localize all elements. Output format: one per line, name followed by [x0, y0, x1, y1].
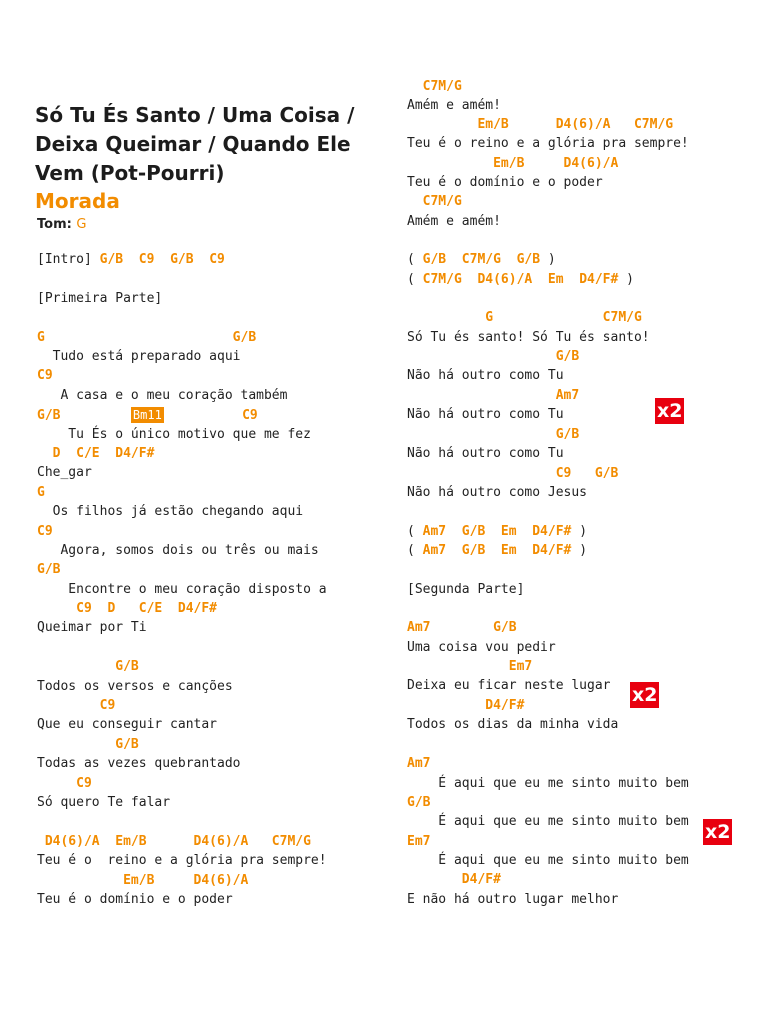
chord-line — [37, 735, 139, 755]
chord-name[interactable]: G — [37, 485, 45, 500]
lyric-line — [407, 890, 618, 910]
lyric-text: É aqui que eu me sinto muito bem — [407, 776, 689, 791]
chord-line — [37, 444, 154, 464]
key-value[interactable]: G — [76, 217, 87, 232]
chord-line — [407, 154, 618, 174]
chord-name[interactable]: G/B — [37, 659, 139, 674]
chord-line — [407, 308, 642, 328]
lyric-line — [37, 580, 327, 600]
lyric-line — [407, 851, 689, 871]
chord-name[interactable]: G/B — [407, 349, 580, 364]
chord-name[interactable]: C7M/G D4(6)/A Em D4/F# — [422, 272, 619, 287]
lyric-text: Queimar por Ti — [37, 620, 147, 635]
lyric-text: [Intro] — [37, 252, 100, 267]
chord-name[interactable]: G/B — [37, 562, 61, 577]
chord-name[interactable]: C9 — [37, 776, 92, 791]
chord-line — [407, 464, 618, 484]
lyric-line — [407, 483, 587, 503]
chord-name[interactable]: C7M/G — [407, 79, 462, 94]
lyric-line — [37, 618, 147, 638]
chord-line — [37, 696, 115, 716]
lyric-line — [407, 173, 603, 193]
chord-line — [37, 657, 139, 677]
lyric-text: Teu é o domínio e o poder — [37, 892, 233, 907]
lyric-text: Só Tu és santo! Só Tu és santo! — [407, 330, 650, 345]
lyric-line — [37, 793, 170, 813]
lyric-line — [37, 890, 233, 910]
lyric-text: Uma coisa vou pedir — [407, 640, 556, 655]
lyric-text: Encontre o meu coração disposto a — [37, 582, 327, 597]
artist-name[interactable]: Morada — [35, 189, 120, 213]
chord-name[interactable]: D4/F# — [407, 872, 501, 887]
chord-line — [37, 560, 60, 580]
chord-name[interactable]: Am7 G/B Em D4/F# — [422, 543, 572, 558]
lyric-line — [407, 405, 564, 425]
lyric-text: Amém e amém! — [407, 98, 501, 113]
chord-name[interactable]: D4(6)/A Em/B D4(6)/A C7M/G — [37, 834, 311, 849]
chord-line — [407, 115, 673, 135]
lyric-text: Teu é o reino e a glória pra sempre! — [407, 136, 689, 151]
paren: ) — [571, 524, 588, 539]
lyric-line — [37, 347, 241, 367]
chord-line — [407, 425, 579, 445]
lyric-text: Não há outro como Jesus — [407, 485, 588, 500]
lyric-line — [37, 386, 287, 406]
lyric-line — [407, 366, 564, 386]
lyric-line — [407, 134, 689, 154]
chord-name: G/B — [37, 408, 131, 423]
chord-line — [407, 386, 579, 406]
chord-name[interactable]: C9 G/B — [407, 466, 619, 481]
chord-line — [407, 696, 524, 716]
lyric-text: Que eu conseguir cantar — [37, 717, 218, 732]
lyric-text: Tudo está preparado aqui — [37, 349, 241, 364]
lyric-line — [37, 541, 319, 561]
lyric-text: [Segunda Parte] — [407, 582, 525, 597]
paren: ) — [540, 252, 556, 267]
chord-line — [407, 347, 579, 367]
song-key — [37, 217, 86, 232]
paren: ( — [407, 543, 423, 558]
lyric-line — [407, 638, 556, 658]
chord-line — [37, 522, 53, 542]
chord-line — [407, 870, 501, 890]
chord-name[interactable]: Em/B D4(6)/A C7M/G — [407, 117, 674, 132]
chord-line — [407, 832, 430, 852]
chord-line — [407, 541, 587, 561]
chord-name[interactable]: Am7 — [407, 388, 580, 403]
key-label: Tom: — [37, 217, 72, 232]
chord-name[interactable]: Em/B D4(6)/A — [37, 873, 249, 888]
lyric-text: Amém e amém! — [407, 214, 501, 229]
highlighted-chord[interactable]: Bm11 — [132, 408, 162, 422]
lyric-line — [407, 580, 524, 600]
lyric-line — [407, 774, 689, 794]
chord-name[interactable]: G G/B — [37, 330, 257, 345]
chord-line — [37, 405, 258, 425]
paren: ) — [618, 272, 634, 287]
paren: ( — [407, 272, 423, 287]
lyric-line — [37, 715, 217, 735]
lyric-text: Teu é o reino e a glória pra sempre! — [37, 853, 327, 868]
chord-name[interactable]: D4/F# — [407, 698, 525, 713]
lyric-text: A casa e o meu coração também — [37, 388, 288, 403]
lyric-line — [407, 328, 650, 348]
chord-name[interactable]: G/B C7M/G G/B — [422, 252, 541, 267]
chord-line — [37, 483, 45, 503]
chord-line — [407, 657, 532, 677]
lyric-text: Tu És o único motivo que me fez — [37, 427, 311, 442]
lyric-text: Teu é o domínio e o poder — [407, 175, 603, 190]
chord-line — [407, 618, 517, 638]
chord-name[interactable]: Em7 — [407, 834, 431, 849]
chord-name[interactable]: Am7 G/B — [407, 620, 517, 635]
lyric-line — [407, 96, 501, 116]
lyric-line — [37, 289, 162, 309]
lyric-text: E não há outro lugar melhor — [407, 892, 619, 907]
chord-name[interactable]: G/B C9 G/B C9 — [99, 252, 225, 267]
lyric-line — [407, 212, 501, 232]
lyric-text: É aqui que eu me sinto muito bem — [407, 814, 689, 829]
chord-name[interactable]: Em/B D4(6)/A — [407, 156, 619, 171]
repeat-badge: x2 — [657, 400, 683, 422]
chord-line — [37, 832, 311, 852]
chord-name[interactable]: C9 — [37, 524, 53, 539]
paren: ( — [407, 252, 423, 267]
lyric-line — [37, 502, 303, 522]
chord-name[interactable]: G/B — [407, 795, 431, 810]
lyric-text: [Primeira Parte] — [37, 291, 163, 306]
chord-name[interactable]: Am7 G/B Em D4/F# — [422, 524, 572, 539]
chord-name[interactable]: G C7M/G — [407, 310, 642, 325]
chord-line — [407, 250, 556, 270]
lyric-text: Todos os versos e canções — [37, 679, 233, 694]
lyric-line — [37, 425, 311, 445]
lyric-text: Os filhos já estão chegando aqui — [37, 504, 304, 519]
lyric-line — [407, 676, 611, 696]
lyric-line — [37, 677, 233, 697]
chord-name[interactable]: C9 — [37, 698, 116, 713]
chord-line — [37, 366, 53, 386]
lyric-text: Não há outro como Tu — [407, 407, 564, 422]
lyric-text: Todas as vezes quebrantado — [37, 756, 241, 771]
chord-line — [407, 793, 430, 813]
chord-line — [407, 754, 430, 774]
lyric-line — [37, 463, 92, 483]
chord-name[interactable]: Am7 — [407, 756, 431, 771]
chord-line — [37, 871, 248, 891]
chord-line — [37, 774, 92, 794]
lyric-text: Não há outro como Tu — [407, 446, 564, 461]
chord-name[interactable]: Em7 — [407, 659, 533, 674]
lyric-text: É aqui que eu me sinto muito bem — [407, 853, 689, 868]
lyric-text: Deixa eu ficar neste lugar — [407, 678, 611, 693]
lyric-text: Todos os dias da minha vida — [407, 717, 619, 732]
repeat-badge: x2 — [705, 821, 731, 843]
chord-line — [407, 77, 462, 97]
lyric-text: Só quero Te falar — [37, 795, 171, 810]
paren: ( — [407, 524, 423, 539]
chord-name[interactable]: C7M/G — [407, 194, 462, 209]
song-title: Só Tu És Santo / Uma Coisa / Deixa Queimar / Quando Ele Vem (Pot-Pourri) — [35, 103, 355, 185]
paren: ) — [571, 543, 588, 558]
lyric-line — [37, 851, 327, 871]
chord-line — [407, 270, 634, 290]
chord-line — [37, 328, 256, 348]
lyric-line — [37, 754, 241, 774]
lyric-line — [407, 812, 689, 832]
chord-name: C9 — [163, 408, 258, 423]
chord-line — [37, 599, 217, 619]
lyric-text: Agora, somos dois ou três ou mais — [37, 543, 319, 558]
lyric-line — [37, 250, 225, 270]
lyric-text: Não há outro como Tu — [407, 368, 564, 383]
repeat-badge: x2 — [632, 684, 658, 706]
lyric-text: Che_gar — [37, 465, 92, 480]
lyric-line — [407, 444, 564, 464]
chord-name[interactable]: C9 — [37, 368, 53, 383]
chord-line — [407, 522, 587, 542]
lyric-line — [407, 715, 618, 735]
chord-name[interactable]: G/B — [407, 427, 580, 442]
chord-name[interactable]: C9 D C/E D4/F# — [37, 601, 218, 616]
chord-name[interactable]: D C/E D4/F# — [37, 446, 155, 461]
chord-line — [407, 192, 462, 212]
chord-name[interactable]: G/B — [37, 737, 139, 752]
